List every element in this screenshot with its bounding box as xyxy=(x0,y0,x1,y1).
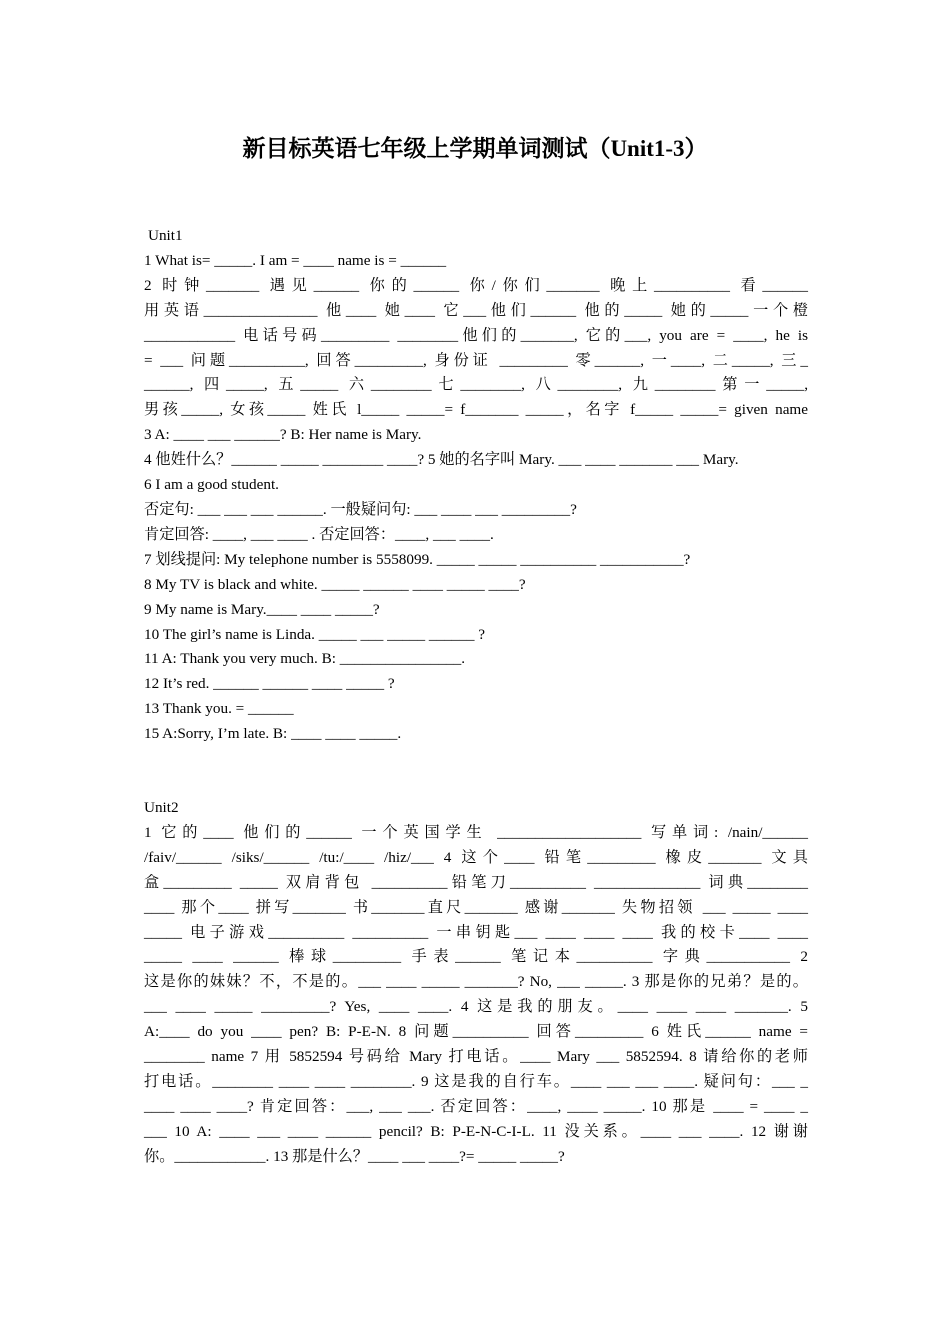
unit1-line: 用英语_______________ 他____ 她____ 它___他们______ 他的_____ 她的_____一个橙 xyxy=(144,301,808,319)
unit1-heading: Unit1 xyxy=(148,227,183,244)
unit1-line: 6 I am a good student. xyxy=(144,476,279,494)
unit2-heading: Unit2 xyxy=(144,799,179,816)
unit2-line: ________ name 7 用 5852594 号码给 Mary 打电话。____ Mary ___ 5852594. 8 请给你的老师 xyxy=(144,1048,808,1066)
unit1-line: 1 What is= _____. I am = ____ name is = ______ xyxy=(144,251,447,269)
unit2-line: /faiv/______ /siks/______ /tu:/____ /hiz/___ 4 这个____ 铅笔_________ 橡皮_______ 文具 xyxy=(144,848,808,866)
unit2-line: ____ ____ ____? 肯定回答：___, ___ ___. 否定回答：____, ____ _____. 10 那是 ____ = ____ _ xyxy=(144,1097,808,1115)
document-title: 新目标英语七年级上学期单词测试（Unit1-3） xyxy=(242,136,708,161)
unit2-line: 你。____________. 13 那是什么？____ ___ ____?= _____ _____? xyxy=(144,1147,565,1165)
unit1-line: 否定句: ___ ___ ___ ______. 一般疑问句: ___ ____ ___ _________? xyxy=(144,500,577,518)
unit1-line: 12 It’s red. ______ ______ ____ _____ ? xyxy=(144,675,395,693)
unit2-line: _____ 电子游戏__________ __________ 一串钥匙___ ____ ____ ____ 我的校卡____ ____ xyxy=(144,923,808,941)
unit1-line: 7 划线提问: My telephone number is 5558099. _____ _____ __________ ___________? xyxy=(144,550,691,568)
unit1-line: 11 A: Thank you very much. B: ________________. xyxy=(144,650,466,668)
unit2-line: A:____ do you ____ pen? B: P-E-N. 8 问题__________ 回答_________ 6 姓氏______ name = xyxy=(144,1023,808,1041)
unit1-line: 3 A: ____ ___ ______? B: Her name is Mary. xyxy=(144,426,422,444)
unit1-line: ____________ 电话号码_________ ________他们的_______, 它的___, you are = ____, he is xyxy=(144,326,808,344)
unit1-line: 10 The girl’s name is Linda. _____ ___ _____ ______ ? xyxy=(144,625,485,643)
unit1-line: ______, 四_____, 五_____ 六________七________, 八________, 九________第一_____, xyxy=(144,376,808,394)
unit2-line: ___ 10 A: ____ ___ ____ ______ pencil? B: P-E-N-C-I-L. 11 没关系。____ ___ ____. 12 谢谢 xyxy=(144,1122,808,1140)
unit2-section xyxy=(144,796,808,1170)
unit2-line: ____ 那个____ 拼写_______ 书_______直尺_______ 感谢_______ 失物招领 ___ _____ ____ xyxy=(144,898,808,916)
unit1-line: = ___ 问题__________, 回答_________, 身份证 _________ 零______, 一____, 二_____, 三_ xyxy=(144,351,808,369)
unit2-line: 盒_________ _____ 双肩背包 __________铅笔刀__________ ______________ 词典________ xyxy=(144,873,808,891)
unit1-line: 15 A:Sorry, I’m late. B: ____ ____ _____. xyxy=(144,725,402,743)
unit1-line: 8 My TV is black and white. _____ ______ ____ _____ ____? xyxy=(144,575,526,593)
unit1-section xyxy=(144,224,808,747)
unit1-line: 肯定回答: ____, ___ ____ . 否定回答：____, ___ ____. xyxy=(144,525,494,543)
unit2-line: 打电话。________ ____ ____ ________. 9 这是我的自行车。____ ___ ___ ____. 疑问句：___ _ xyxy=(144,1072,808,1090)
unit2-line: _____ ____ ______ 棒球_________ 手表______ 笔记本__________ 字典___________ 2 xyxy=(144,948,808,966)
unit1-line: 2 时钟_______ 遇见______ 你的______ 你/你们_______ 晚上__________ 看______ xyxy=(144,276,808,294)
unit2-line: 这是你的妹妹？不，不是的。___ ____ _____ _______? No, ___ _____. 3 那是你的兄弟？是的。 xyxy=(144,973,808,991)
unit1-line: 13 Thank you. = ______ xyxy=(144,700,294,718)
unit2-line: 1 它的____ 他们的______ 一个英国学生 ___________________ 写单词: /nain/______ xyxy=(144,823,808,841)
unit1-line: 4 他姓什么？______ _____ ________ ____? 5 她的名字叫 Mary. ___ ____ _______ ___ Mary. xyxy=(144,451,739,469)
unit1-line: 9 My name is Mary.____ ____ _____? xyxy=(144,600,380,618)
unit2-line: ___ ____ _____ _________? Yes, ____ ____. 4 这是我的朋友。____ ____ ____ _______. 5 xyxy=(144,998,808,1016)
unit1-line: 男孩_____, 女孩_____ 姓氏 l_____ _____= f_______ _____，名字 f_____ _____= given name xyxy=(144,401,808,419)
